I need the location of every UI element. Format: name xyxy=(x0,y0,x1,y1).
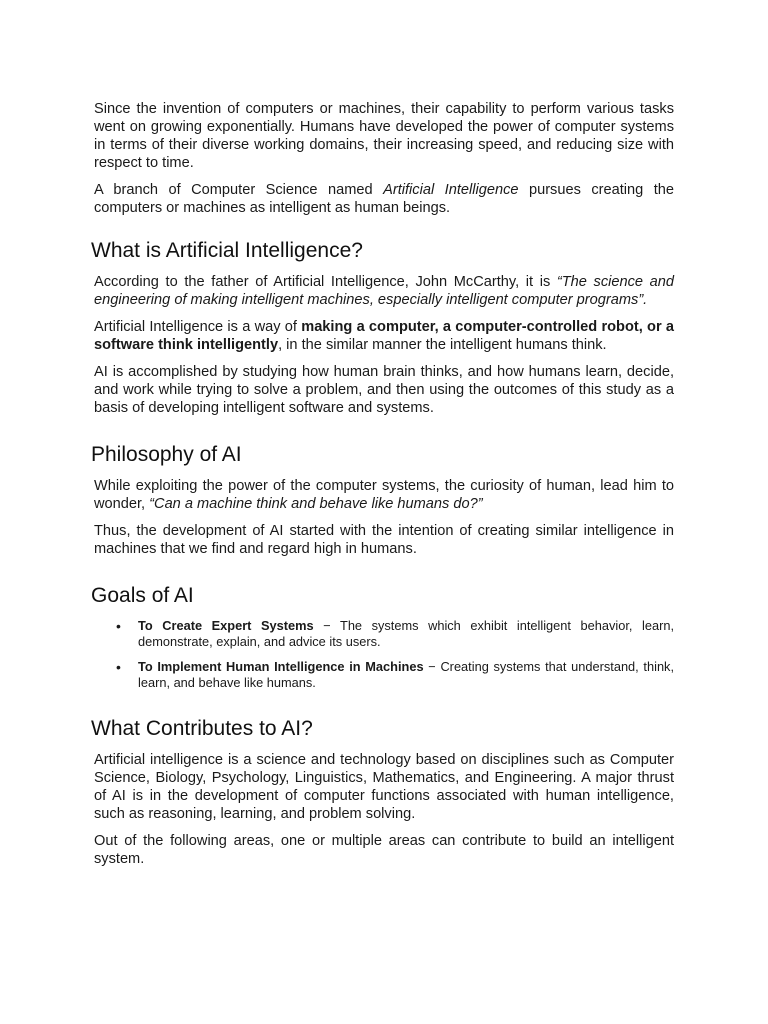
philosophy-quote: “Can a machine think and behave like humans do?” xyxy=(149,496,483,512)
what-is-ai-paragraph-1 xyxy=(94,273,674,309)
intro-paragraph-1: Since the invention of computers or machines, their capability to perform various tasks went on growing exponentially. Humans have developed the power of computer systems in terms of their diverse working domains, their increasing speed, and reducing size with respect to time. xyxy=(94,101,674,171)
what-is-ai-p1-text: According to the father of Artificial Intelligence, John McCarthy, it is xyxy=(94,274,557,290)
what-is-ai-p2-strong: making a computer, a computer-controlled robot, or a software think intelligently xyxy=(94,319,674,353)
list-item xyxy=(116,618,675,650)
contributes-paragraph-1: Artificial intelligence is a science and technology based on disciplines such as Computer Science, Biology, Psychology, Linguistics, Mathematics, and Engineering. A major thrust of AI is in the development of computer functions associated with human intelligence, such as reasoning, learning, and problem solving. xyxy=(94,752,674,822)
goal-item-title: To Implement Human Intelligence in Machines xyxy=(138,659,424,674)
bullet-icon: • xyxy=(116,659,121,675)
intro-p2-text-b: pursues creating the computers or machines as intelligent as human beings. xyxy=(94,182,675,216)
heading-contributes: What Contributes to AI? xyxy=(91,717,313,740)
what-is-ai-paragraph-3: AI is accomplished by studying how human brain thinks, and how humans learn, decide, and work while trying to solve a problem, and then using the outcomes of this study as a basis of developing intelligent software and systems. xyxy=(94,364,674,416)
what-is-ai-p2-text-a: Artificial Intelligence is a way of xyxy=(94,319,302,335)
goal-item-text: − The systems which exhibit intelligent behavior, learn, demonstrate, explain, and advice its users. xyxy=(138,618,675,649)
contributes-paragraph-2: Out of the following areas, one or multiple areas can contribute to build an intelligent system. xyxy=(94,833,674,867)
goal-item-text: − Creating systems that understand, think, learn, and behave like humans. xyxy=(138,659,675,690)
bullet-icon: • xyxy=(116,618,121,634)
goal-item-body xyxy=(138,659,674,691)
list-item xyxy=(116,659,675,691)
what-is-ai-p2-text-b: , in the similar manner the intelligent humans think. xyxy=(278,337,607,353)
heading-philosophy: Philosophy of AI xyxy=(91,443,242,466)
philosophy-p1-text: While exploiting the power of the computer systems, the curiosity of human, lead him to wonder, xyxy=(94,478,674,512)
intro-p2-emphasis: Artificial Intelligence xyxy=(383,182,519,198)
mccarthy-quote: “The science and engineering of making intelligent machines, especially intelligent computer programs”. xyxy=(94,274,674,308)
goal-item-body xyxy=(138,618,674,650)
heading-goals: Goals of AI xyxy=(91,584,194,607)
intro-paragraph-2 xyxy=(94,181,674,217)
goal-item-title: To Create Expert Systems xyxy=(138,618,314,633)
heading-what-is-ai: What is Artificial Intelligence? xyxy=(91,239,363,262)
intro-p2-text-a: A branch of Computer Science named xyxy=(94,182,384,198)
what-is-ai-paragraph-2 xyxy=(94,318,674,354)
philosophy-paragraph-1 xyxy=(94,477,674,513)
philosophy-paragraph-2: Thus, the development of AI started with the intention of creating similar intelligence in machines that we find and regard high in humans. xyxy=(94,523,674,557)
goals-list xyxy=(94,618,674,691)
